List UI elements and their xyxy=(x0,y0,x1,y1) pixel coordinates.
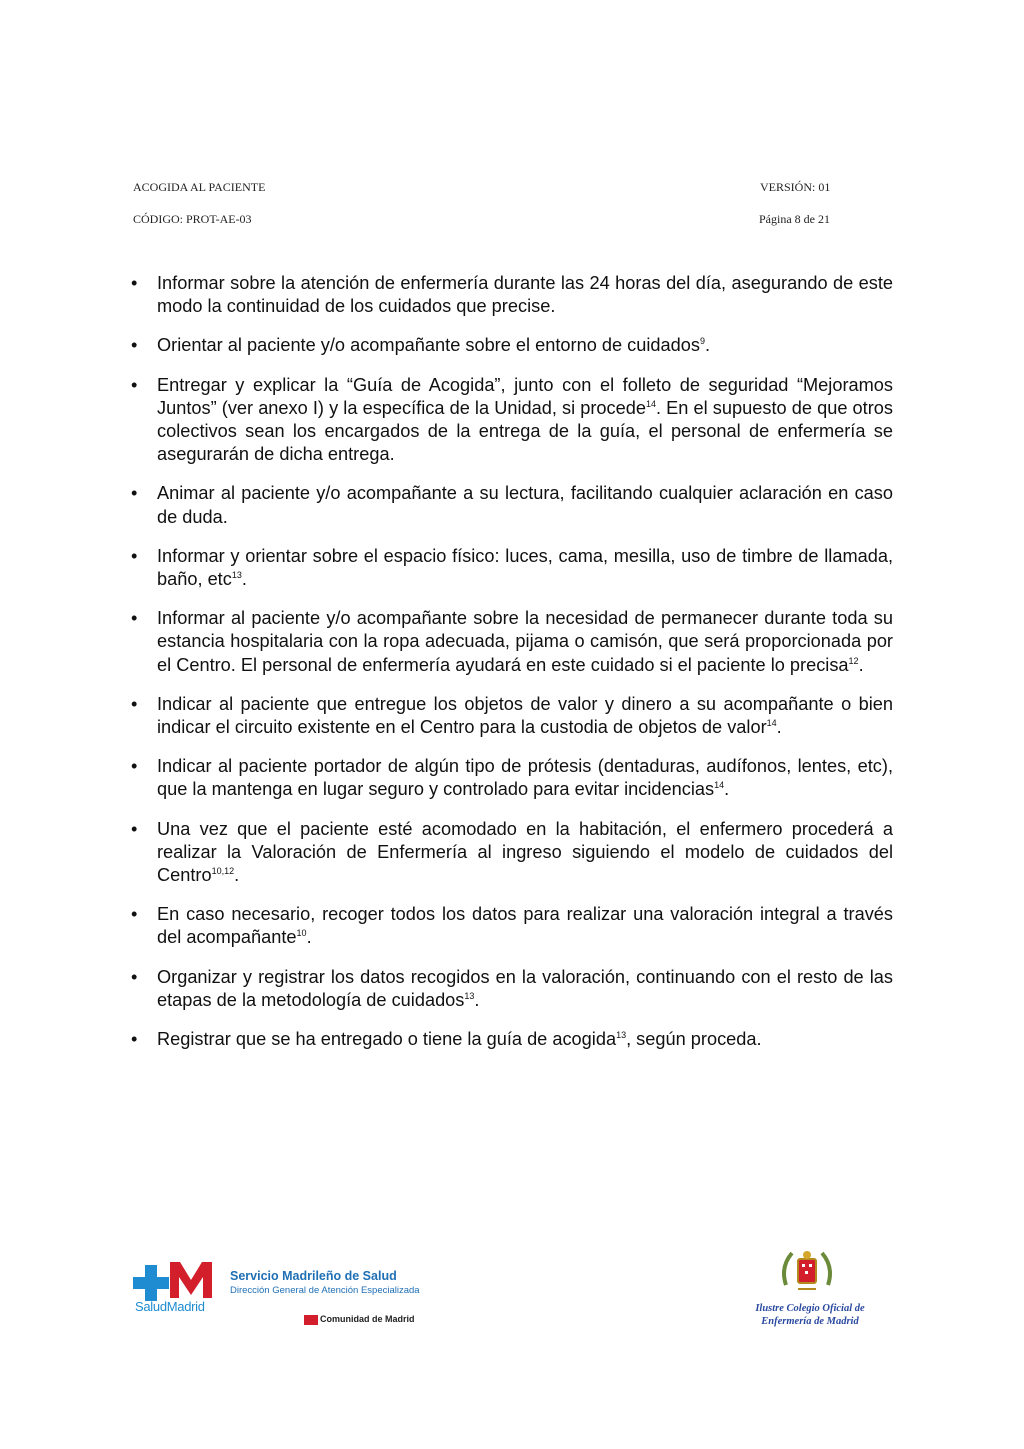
colegio-line2: Enfermería de Madrid xyxy=(761,1316,859,1327)
list-item-text: Indicar al paciente portador de algún tipo de prótesis (dentaduras, audífonos, lentes, etc), que la mantenga en lugar seguro y controlado para evitar incidencias xyxy=(157,756,893,800)
sms-direction: Dirección General de Atención Especializada xyxy=(230,1285,420,1296)
bullet-icon: • xyxy=(131,335,138,356)
list-item xyxy=(131,545,893,591)
reference-superscript: 10,12 xyxy=(211,866,235,877)
list-item-text-tail: . xyxy=(704,335,711,356)
list-item-text: Informar al paciente y/o acompañante sobre la necesidad de permanecer durante toda su estancia hospitalaria con la ropa adecuada, pijama o camisón, que será proporcionada por el Centro. El personal de enfermería ayudará en este cuidado si el paciente lo precisa xyxy=(157,608,893,675)
reference-superscript: 13 xyxy=(231,570,242,581)
list-item xyxy=(131,1028,893,1051)
document-title: ACOGIDA AL PACIENTE xyxy=(133,180,266,194)
list-item-text-tail: . xyxy=(234,865,240,886)
colegio-seal-icon xyxy=(778,1245,836,1299)
list-item-text: Una vez que el paciente esté acomodado en la habitación, el enfermero procederá a realizar la Valoración de Enfermería al ingreso siguiendo el modelo de cuidados del Centro xyxy=(157,818,893,886)
list-item xyxy=(131,755,893,801)
list-item xyxy=(131,693,893,739)
list-item-text-tail: , según proceda. xyxy=(626,1029,762,1050)
comunidad-name: Comunidad de Madrid xyxy=(320,1314,415,1324)
list-item-text: En caso necesario, recoger todos los datos para realizar una valoración integral a través del acompañante xyxy=(157,904,893,948)
list-item xyxy=(131,607,893,677)
list-item xyxy=(131,818,893,888)
comunidad-flag-icon xyxy=(304,1315,318,1325)
reference-superscript: 14 xyxy=(714,780,725,791)
reference-superscript: 10 xyxy=(296,928,307,939)
list-item-text-tail: . xyxy=(776,717,782,738)
list-item-text-tail: . xyxy=(858,654,864,675)
list-item-text: Animar al paciente y/o acompañante a su lectura, facilitando cualquier aclaración en caso de duda. xyxy=(157,483,893,527)
colegio-line1: Ilustre Colegio Oficial de xyxy=(755,1303,865,1314)
reference-superscript: 9 xyxy=(699,336,705,347)
salud-madrid-text: SaludMadrid xyxy=(135,1299,205,1314)
list-item-text-tail: . xyxy=(474,989,480,1010)
reference-superscript: 13 xyxy=(616,1030,627,1041)
bullet-icon: • xyxy=(131,693,138,714)
list-item-text-tail: . xyxy=(306,927,312,948)
reference-superscript: 14 xyxy=(766,718,777,729)
list-item-text-tail: . xyxy=(241,569,247,590)
list-item-text: Orientar al paciente y/o acompañante sobre el entorno de cuidados xyxy=(157,335,700,356)
list-item xyxy=(131,272,893,318)
colegio-name xyxy=(745,1302,875,1328)
bullet-icon: • xyxy=(131,273,138,293)
list-item-text: Informar y orientar sobre el espacio físico: luces, cama, mesilla, uso de timbre de llamada, baño, etc xyxy=(157,545,893,590)
list-item-text: Informar sobre la atención de enfermería durante las 24 horas del día, asegurando de este modo la continuidad de los cuidados que precise. xyxy=(157,273,893,317)
list-item-text-tail: . En el supuesto de que otros colectivos sean los encargados de la entrega de la guía, el personal de enfermería se asegurarán de dicha entrega. xyxy=(157,397,893,465)
page-number: Página 8 de 21 xyxy=(759,212,830,226)
reference-superscript: 12 xyxy=(848,655,859,666)
document-version: VERSIÓN: 01 xyxy=(760,180,831,194)
list-item-text-tail: . xyxy=(724,779,730,800)
reference-superscript: 13 xyxy=(464,990,475,1001)
bullet-icon: • xyxy=(131,1029,138,1050)
bullet-icon: • xyxy=(131,818,138,839)
list-item xyxy=(131,482,893,528)
list-item xyxy=(131,374,893,467)
list-item-text: Entregar y explicar la “Guía de Acogida”, junto con el folleto de seguridad “Mejoramos Juntos” (ver anexo I) y la específica de la Unidad, si procede xyxy=(157,374,893,418)
m-logo-icon xyxy=(170,1262,212,1298)
cross-icon-bar xyxy=(133,1277,169,1289)
bullet-icon: • xyxy=(131,374,138,395)
bullet-icon: • xyxy=(131,904,138,925)
bullet-icon: • xyxy=(131,608,138,629)
bullet-icon: • xyxy=(131,483,138,504)
bullet-list xyxy=(131,272,893,1067)
list-item-text: Organizar y registrar los datos recogidos en la valoración, continuando con el resto de las etapas de la metodología de cuidados xyxy=(157,966,893,1010)
list-item-text: Registrar que se ha entregado o tiene la guía de acogida xyxy=(157,1029,617,1050)
bullet-icon: • xyxy=(131,545,138,566)
list-item xyxy=(131,903,893,949)
list-item xyxy=(131,966,893,1012)
bullet-icon: • xyxy=(131,966,138,987)
bullet-icon: • xyxy=(131,756,138,777)
list-item xyxy=(131,334,893,357)
document-code: CÓDIGO: PROT-AE-03 xyxy=(133,212,252,226)
list-item-text: Indicar al paciente que entregue los objetos de valor y dinero a su acompañante o bien indicar el circuito existente en el Centro para la custodia de objetos de valor xyxy=(157,693,893,738)
sms-name: Servicio Madrileño de Salud xyxy=(230,1269,397,1283)
reference-superscript: 14 xyxy=(645,398,656,409)
